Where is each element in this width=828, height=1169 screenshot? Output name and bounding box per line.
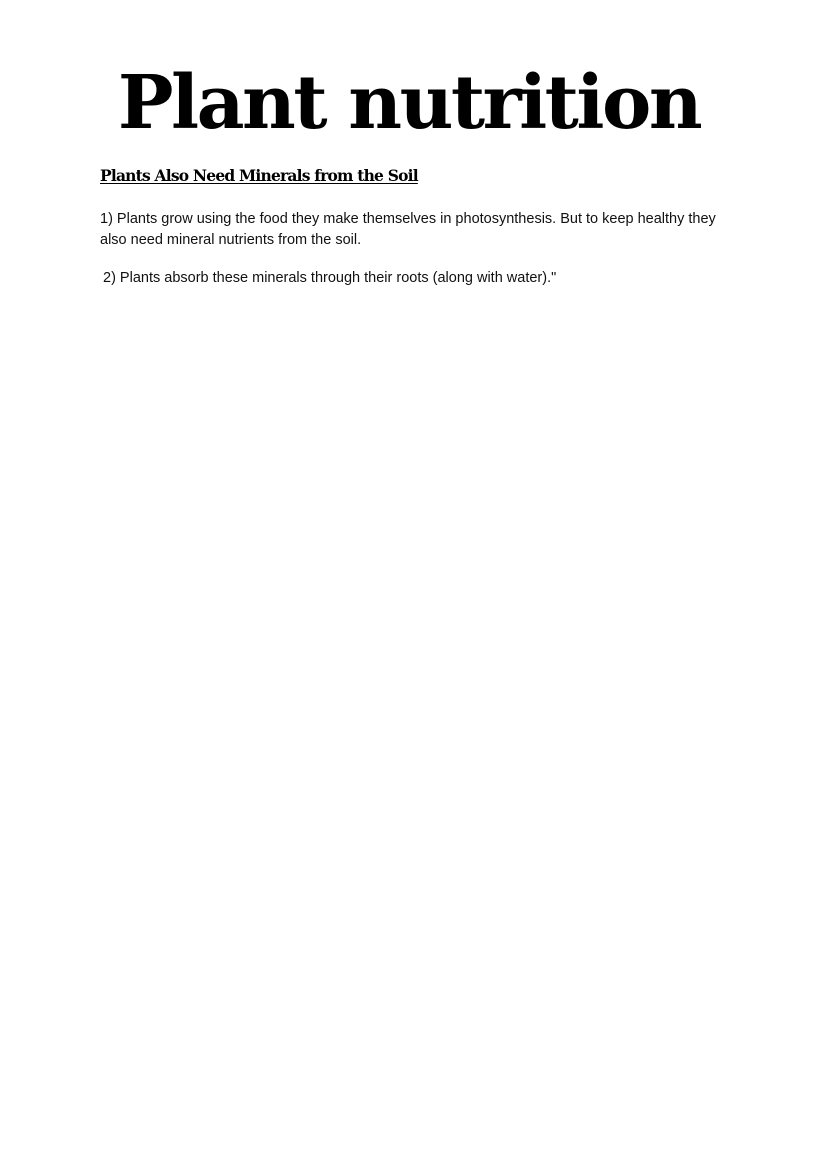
document-title: Plant nutrition (117, 60, 701, 146)
paragraph-1: 1) Plants grow using the food they make themselves in photosynthesis. But to keep healthy they also need mineral nutrients from the soil. (100, 211, 716, 248)
section-heading: Plants Also Need Minerals from the Soil (100, 166, 418, 185)
paragraph-2: 2) Plants absorb these minerals through their roots (along with water)." (103, 270, 557, 286)
